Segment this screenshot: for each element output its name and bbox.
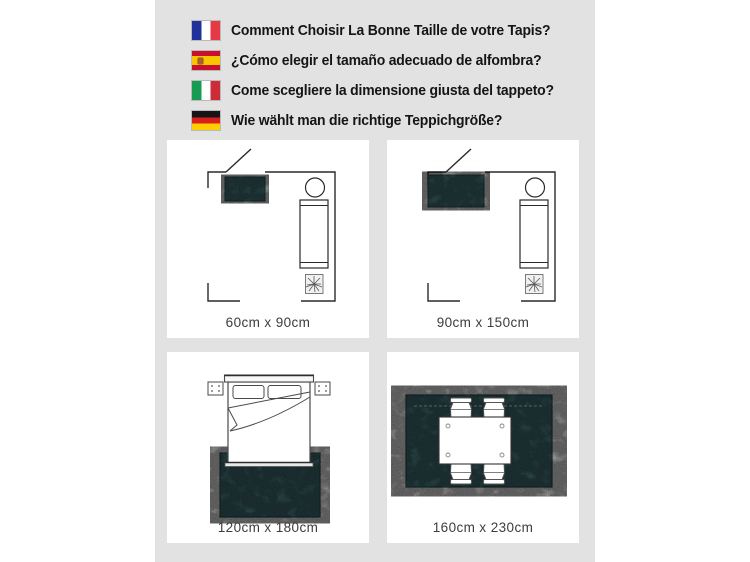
header-title-german: Wie wählt man die richtige Teppichgröße?	[231, 111, 503, 129]
header-row-italian	[155, 75, 595, 105]
italy-flag-icon	[192, 81, 220, 100]
room-plan-medium-rug-diagram	[387, 140, 579, 338]
bed	[225, 375, 314, 467]
france-flag-icon	[192, 21, 220, 40]
room-outline	[428, 149, 555, 301]
room-plan-small-rug-diagram	[167, 140, 369, 338]
dining-table	[439, 417, 511, 464]
header	[155, 15, 595, 135]
chair-bottom-left	[451, 464, 472, 484]
header-row-french	[155, 15, 595, 45]
size-label: 160cm x 230cm	[432, 520, 534, 535]
size-label: 60cm x 90cm	[225, 315, 311, 330]
chair-top-left	[451, 398, 472, 418]
header-title-french: Comment Choisir La Bonne Taille de votre Tapis?	[231, 21, 551, 39]
spain-crest-icon	[198, 58, 203, 64]
diagram-grid	[167, 140, 579, 543]
size-label: 90cm x 150cm	[436, 315, 530, 330]
content-panel	[155, 0, 595, 562]
panel-rug-120x180	[167, 352, 369, 543]
header-title-italian: Come scegliere la dimensione giusta del tappeto?	[231, 81, 554, 99]
panel-rug-90x150	[387, 140, 579, 338]
nightstand-left	[208, 382, 223, 395]
spain-flag-icon	[192, 51, 220, 70]
dining-rug-diagram	[387, 352, 579, 543]
pillow-left	[233, 386, 264, 399]
nightstand-right	[315, 382, 330, 395]
rug	[428, 175, 484, 207]
panel-rug-160x230	[387, 352, 579, 543]
rug	[225, 177, 265, 201]
chair-top-right	[484, 398, 505, 418]
chair-bottom-right	[484, 464, 505, 484]
panel-rug-60x90	[167, 140, 369, 338]
size-label: 120cm x 180cm	[217, 520, 319, 535]
header-row-spanish	[155, 45, 595, 75]
header-row-german	[155, 105, 595, 135]
bed-rug-diagram	[167, 352, 369, 543]
header-title-spanish: ¿Cómo elegir el tamaño adecuado de alfombra?	[231, 51, 542, 69]
germany-flag-icon	[192, 111, 220, 130]
room-outline	[208, 149, 335, 301]
footboard	[225, 463, 313, 467]
